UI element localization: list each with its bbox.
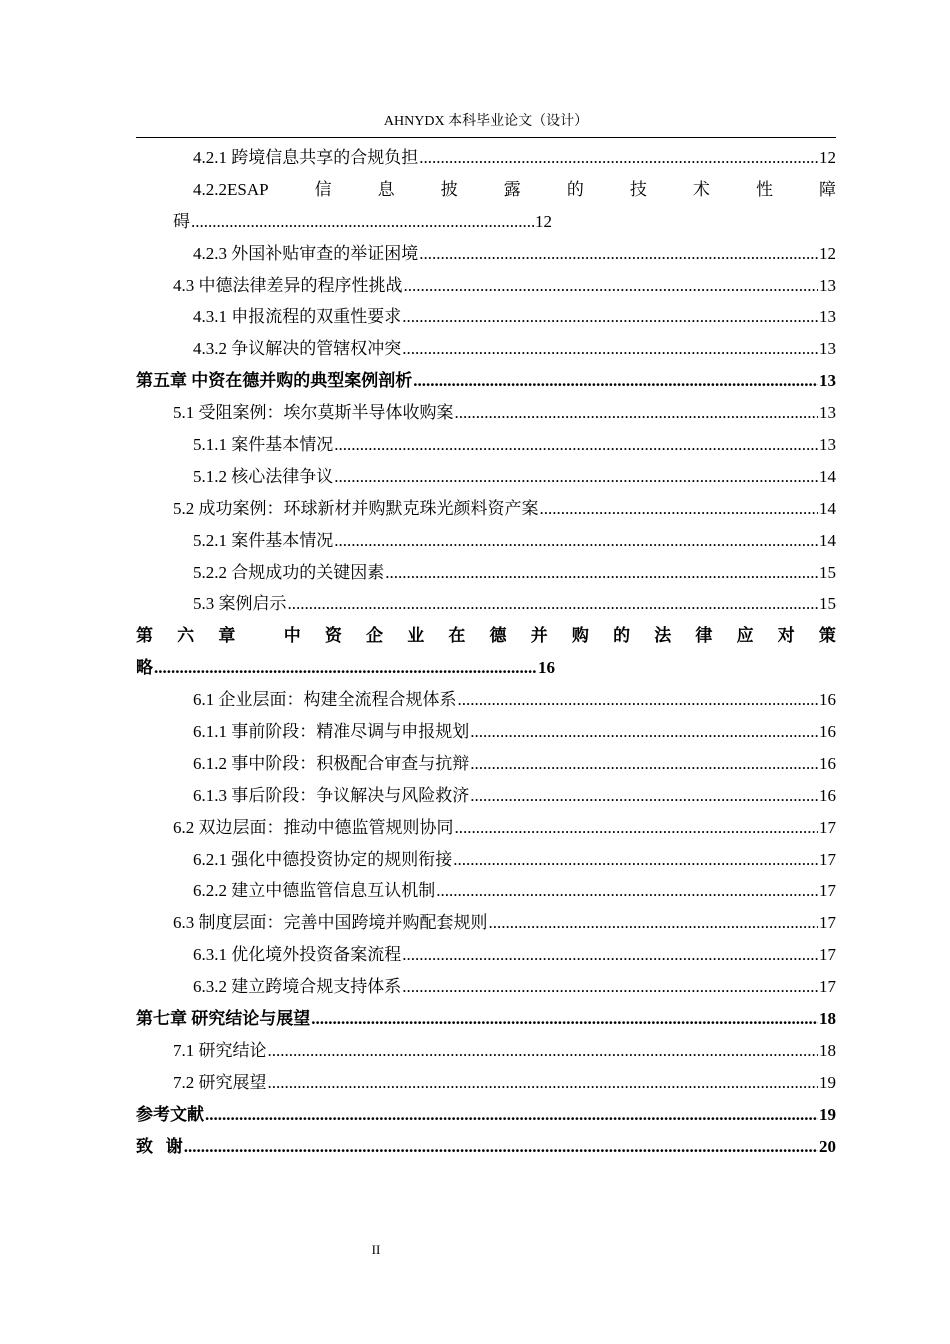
toc-entry-title: 致 谢 — [136, 1136, 183, 1156]
toc-leader-dots — [205, 1099, 818, 1131]
toc-entry-title: 6.3.2 建立跨境合规支持体系 — [193, 977, 402, 997]
toc-entry-chapter-5[interactable] — [136, 365, 836, 397]
toc-entry-title-part: 律 — [695, 626, 713, 646]
toc-entry-6-3[interactable] — [136, 907, 836, 939]
toc-entry-page: 17 — [819, 945, 836, 965]
toc-entry-title: 第五章 中资在德并购的典型案例剖析 — [136, 371, 413, 391]
toc-entry-5-2[interactable] — [136, 493, 836, 525]
toc-entry-page: 16 — [819, 785, 836, 805]
toc-entry-title: 6.2.2 建立中德监管信息互认机制 — [193, 881, 436, 901]
toc-entry-4-2-3[interactable] — [136, 238, 836, 270]
toc-entry-title-part: 并 — [530, 626, 548, 646]
toc-entry-7-2[interactable] — [136, 1067, 836, 1099]
toc-entry-title-part: 资 — [324, 626, 342, 646]
toc-entry-title-part: 性 — [755, 179, 773, 199]
toc-leader-dots — [402, 301, 818, 333]
toc-entry-page: 16 — [538, 658, 555, 678]
toc-entry-title: 6.1.2 事中阶段：积极配合审查与抗辩 — [193, 753, 470, 773]
toc-entry-title-part: 购 — [571, 626, 589, 646]
toc-leader-dots — [268, 1067, 819, 1099]
toc-entry-7-1[interactable] — [136, 1035, 836, 1067]
toc-entry-title-tail: 碍 — [173, 211, 190, 231]
toc-leader-dots — [458, 684, 819, 716]
toc-entry-page: 13 — [819, 275, 836, 295]
toc-leader-dots — [334, 429, 818, 461]
table-of-contents — [136, 142, 836, 1163]
toc-entry-title: 4.3.1 申报流程的双重性要求 — [193, 307, 402, 327]
toc-entry-title: 7.2 研究展望 — [173, 1072, 267, 1092]
toc-entry-title: 4.3 中德法律差异的程序性挑战 — [173, 275, 403, 295]
toc-leader-dots — [191, 206, 534, 238]
toc-leader-dots — [470, 748, 818, 780]
toc-entry-title-part: 中 — [283, 626, 301, 646]
toc-leader-dots — [489, 907, 819, 939]
toc-entry-wrapped-first-line — [136, 620, 836, 652]
toc-entry-title-part: 的 — [613, 626, 631, 646]
toc-leader-dots — [268, 1035, 819, 1067]
toc-entry-title-part: 露 — [503, 179, 521, 199]
toc-entry-6-3-2[interactable] — [136, 971, 836, 1003]
toc-entry-page: 13 — [819, 403, 836, 423]
toc-leader-dots — [288, 588, 819, 620]
toc-entry-5-1[interactable] — [136, 397, 836, 429]
toc-entry-title-part: 4.2.2ESAP — [193, 179, 269, 199]
page-header: AHNYDX 本科毕业论文（设计） — [383, 114, 589, 129]
toc-entry-6-3-1[interactable] — [136, 939, 836, 971]
toc-entry-page: 13 — [819, 371, 836, 391]
toc-entry-title-part: 德 — [489, 626, 507, 646]
toc-entry-title-part: 信 — [314, 179, 332, 199]
toc-leader-dots — [402, 939, 818, 971]
toc-entry-page: 16 — [819, 690, 836, 710]
toc-entry-title-part: 对 — [777, 626, 795, 646]
toc-entry-title-part: 披 — [440, 179, 458, 199]
toc-entry-title: 5.1 受阻案例：埃尔莫斯半导体收购案 — [173, 403, 454, 423]
toc-entry-title: 4.3.2 争议解决的管辖权冲突 — [193, 339, 402, 359]
toc-entry-wrapped-second-line — [136, 652, 836, 684]
toc-entry-title: 6.1.3 事后阶段：争议解决与风险救济 — [193, 785, 470, 805]
toc-entry-page: 17 — [819, 977, 836, 997]
toc-entry-title: 5.2.1 案件基本情况 — [193, 530, 334, 550]
toc-leader-dots — [404, 270, 819, 302]
toc-entry-5-1-1[interactable] — [136, 429, 836, 461]
toc-entry-6-1[interactable] — [136, 684, 836, 716]
toc-leader-dots — [419, 142, 818, 174]
toc-entry-page: 13 — [819, 339, 836, 359]
page-number: II — [371, 1242, 381, 1257]
toc-entry-6-2[interactable] — [136, 812, 836, 844]
toc-leader-dots — [470, 780, 818, 812]
toc-entry-4-3[interactable] — [136, 270, 836, 302]
toc-entry-6-2-1[interactable] — [136, 844, 836, 876]
toc-leader-dots — [436, 875, 818, 907]
toc-entry-page: 17 — [819, 913, 836, 933]
toc-entry-title: 6.1 企业层面：构建全流程合规体系 — [193, 690, 457, 710]
toc-entry-page: 16 — [819, 722, 836, 742]
toc-entry-page: 20 — [819, 1136, 836, 1156]
toc-leader-dots — [334, 525, 818, 557]
toc-entry-title-part: 的 — [566, 179, 584, 199]
toc-entry-title-part: 技 — [629, 179, 647, 199]
toc-entry-6-1-1[interactable] — [136, 716, 836, 748]
toc-entry-title-part: 六 — [177, 626, 195, 646]
toc-entry-references[interactable] — [136, 1099, 836, 1131]
toc-entry-page: 17 — [819, 817, 836, 837]
toc-entry-title: 5.1.2 核心法律争议 — [193, 466, 334, 486]
toc-entry-page: 17 — [819, 849, 836, 869]
toc-entry-4-3-2[interactable] — [136, 333, 836, 365]
toc-entry-page: 13 — [819, 435, 836, 455]
toc-entry-4-2-2[interactable] — [136, 174, 836, 238]
toc-entry-title: 5.2.2 合规成功的关键因素 — [193, 562, 385, 582]
toc-entry-page: 14 — [819, 466, 836, 486]
toc-leader-dots — [413, 365, 818, 397]
toc-leader-dots — [402, 971, 818, 1003]
toc-entry-page: 15 — [819, 562, 836, 582]
toc-leader-dots — [470, 716, 818, 748]
toc-entry-page: 12 — [819, 243, 836, 263]
toc-entry-chapter-6[interactable] — [136, 620, 836, 684]
toc-entry-title: 6.1.1 事前阶段：精准尽调与申报规划 — [193, 722, 470, 742]
toc-entry-title: 6.2 双边层面：推动中德监管规则协同 — [173, 817, 454, 837]
toc-entry-page: 14 — [819, 530, 836, 550]
toc-entry-page: 19 — [819, 1072, 836, 1092]
toc-entry-title: 5.1.1 案件基本情况 — [193, 435, 334, 455]
toc-entry-title-part: 息 — [377, 179, 395, 199]
toc-entry-title: 7.1 研究结论 — [173, 1040, 267, 1060]
toc-leader-dots — [455, 397, 819, 429]
toc-entry-page: 18 — [819, 1040, 836, 1060]
toc-leader-dots — [453, 844, 818, 876]
toc-leader-dots — [540, 493, 819, 525]
toc-entry-title: 6.3 制度层面：完善中国跨境并购配套规则 — [173, 913, 488, 933]
toc-entry-6-1-2[interactable] — [136, 748, 836, 780]
toc-leader-dots — [419, 238, 818, 270]
toc-entry-title-tail: 略 — [136, 658, 153, 678]
toc-entry-page: 16 — [819, 753, 836, 773]
toc-entry-5-3[interactable] — [136, 588, 836, 620]
toc-entry-title-part: 法 — [654, 626, 672, 646]
toc-entry-page: 12 — [819, 148, 836, 167]
toc-entry-5-2-1[interactable] — [136, 525, 836, 557]
toc-leader-dots — [184, 1131, 818, 1163]
toc-entry-title-part: 业 — [407, 626, 425, 646]
toc-entry-title-part: 障 — [819, 179, 836, 199]
toc-leader-dots — [455, 812, 819, 844]
toc-entry-title-part: 策 — [818, 626, 836, 646]
toc-entry-page: 15 — [819, 594, 836, 614]
toc-entry-title-part: 在 — [448, 626, 466, 646]
toc-entry-title: 6.3.1 优化境外投资备案流程 — [193, 945, 402, 965]
toc-entry-title: 4.2.3 外国补贴审查的举证困境 — [193, 243, 419, 263]
toc-entry-page: 19 — [819, 1104, 836, 1124]
toc-entry-6-2-2[interactable] — [136, 875, 836, 907]
toc-entry-chapter-7[interactable] — [136, 1003, 836, 1035]
toc-entry-title-part: 应 — [736, 626, 754, 646]
toc-entry-title-part: 企 — [366, 626, 384, 646]
toc-entry-page: 13 — [819, 307, 836, 327]
toc-entry-title: 6.2.1 强化中德投资协定的规则衔接 — [193, 849, 453, 869]
toc-entry-title: 5.3 案例启示 — [193, 594, 287, 614]
toc-entry-title: 5.2 成功案例：环球新材并购默克珠光颜料资产案 — [173, 498, 539, 518]
toc-entry-title-part: 术 — [692, 179, 710, 199]
header-rule — [136, 137, 836, 138]
toc-entry-5-1-2[interactable] — [136, 461, 836, 493]
toc-entry-4-3-1[interactable] — [136, 301, 836, 333]
toc-entry-wrapped-first-line — [136, 174, 836, 206]
toc-entry-page: 14 — [819, 498, 836, 518]
toc-entry-title: 第七章 研究结论与展望 — [136, 1009, 311, 1029]
toc-leader-dots — [402, 333, 818, 365]
toc-leader-dots — [334, 461, 818, 493]
toc-leader-dots — [154, 652, 537, 684]
toc-entry-wrapped-second-line — [136, 206, 836, 238]
toc-entry-4-2-1[interactable] — [136, 142, 836, 174]
toc-entry-acknowledgements[interactable] — [136, 1131, 836, 1163]
toc-leader-dots — [311, 1003, 818, 1035]
toc-entry-page: 17 — [819, 881, 836, 901]
toc-entry-page: 12 — [535, 211, 552, 231]
toc-leader-dots — [385, 557, 818, 589]
toc-entry-title-part: 第 — [136, 626, 153, 646]
toc-entry-page: 18 — [819, 1009, 836, 1029]
toc-entry-title: 4.2.1 跨境信息共享的合规负担 — [193, 148, 419, 167]
toc-entry-5-2-2[interactable] — [136, 557, 836, 589]
toc-entry-title-part: 章 — [218, 626, 236, 646]
toc-entry-title: 参考文献 — [136, 1104, 204, 1124]
toc-entry-6-1-3[interactable] — [136, 780, 836, 812]
